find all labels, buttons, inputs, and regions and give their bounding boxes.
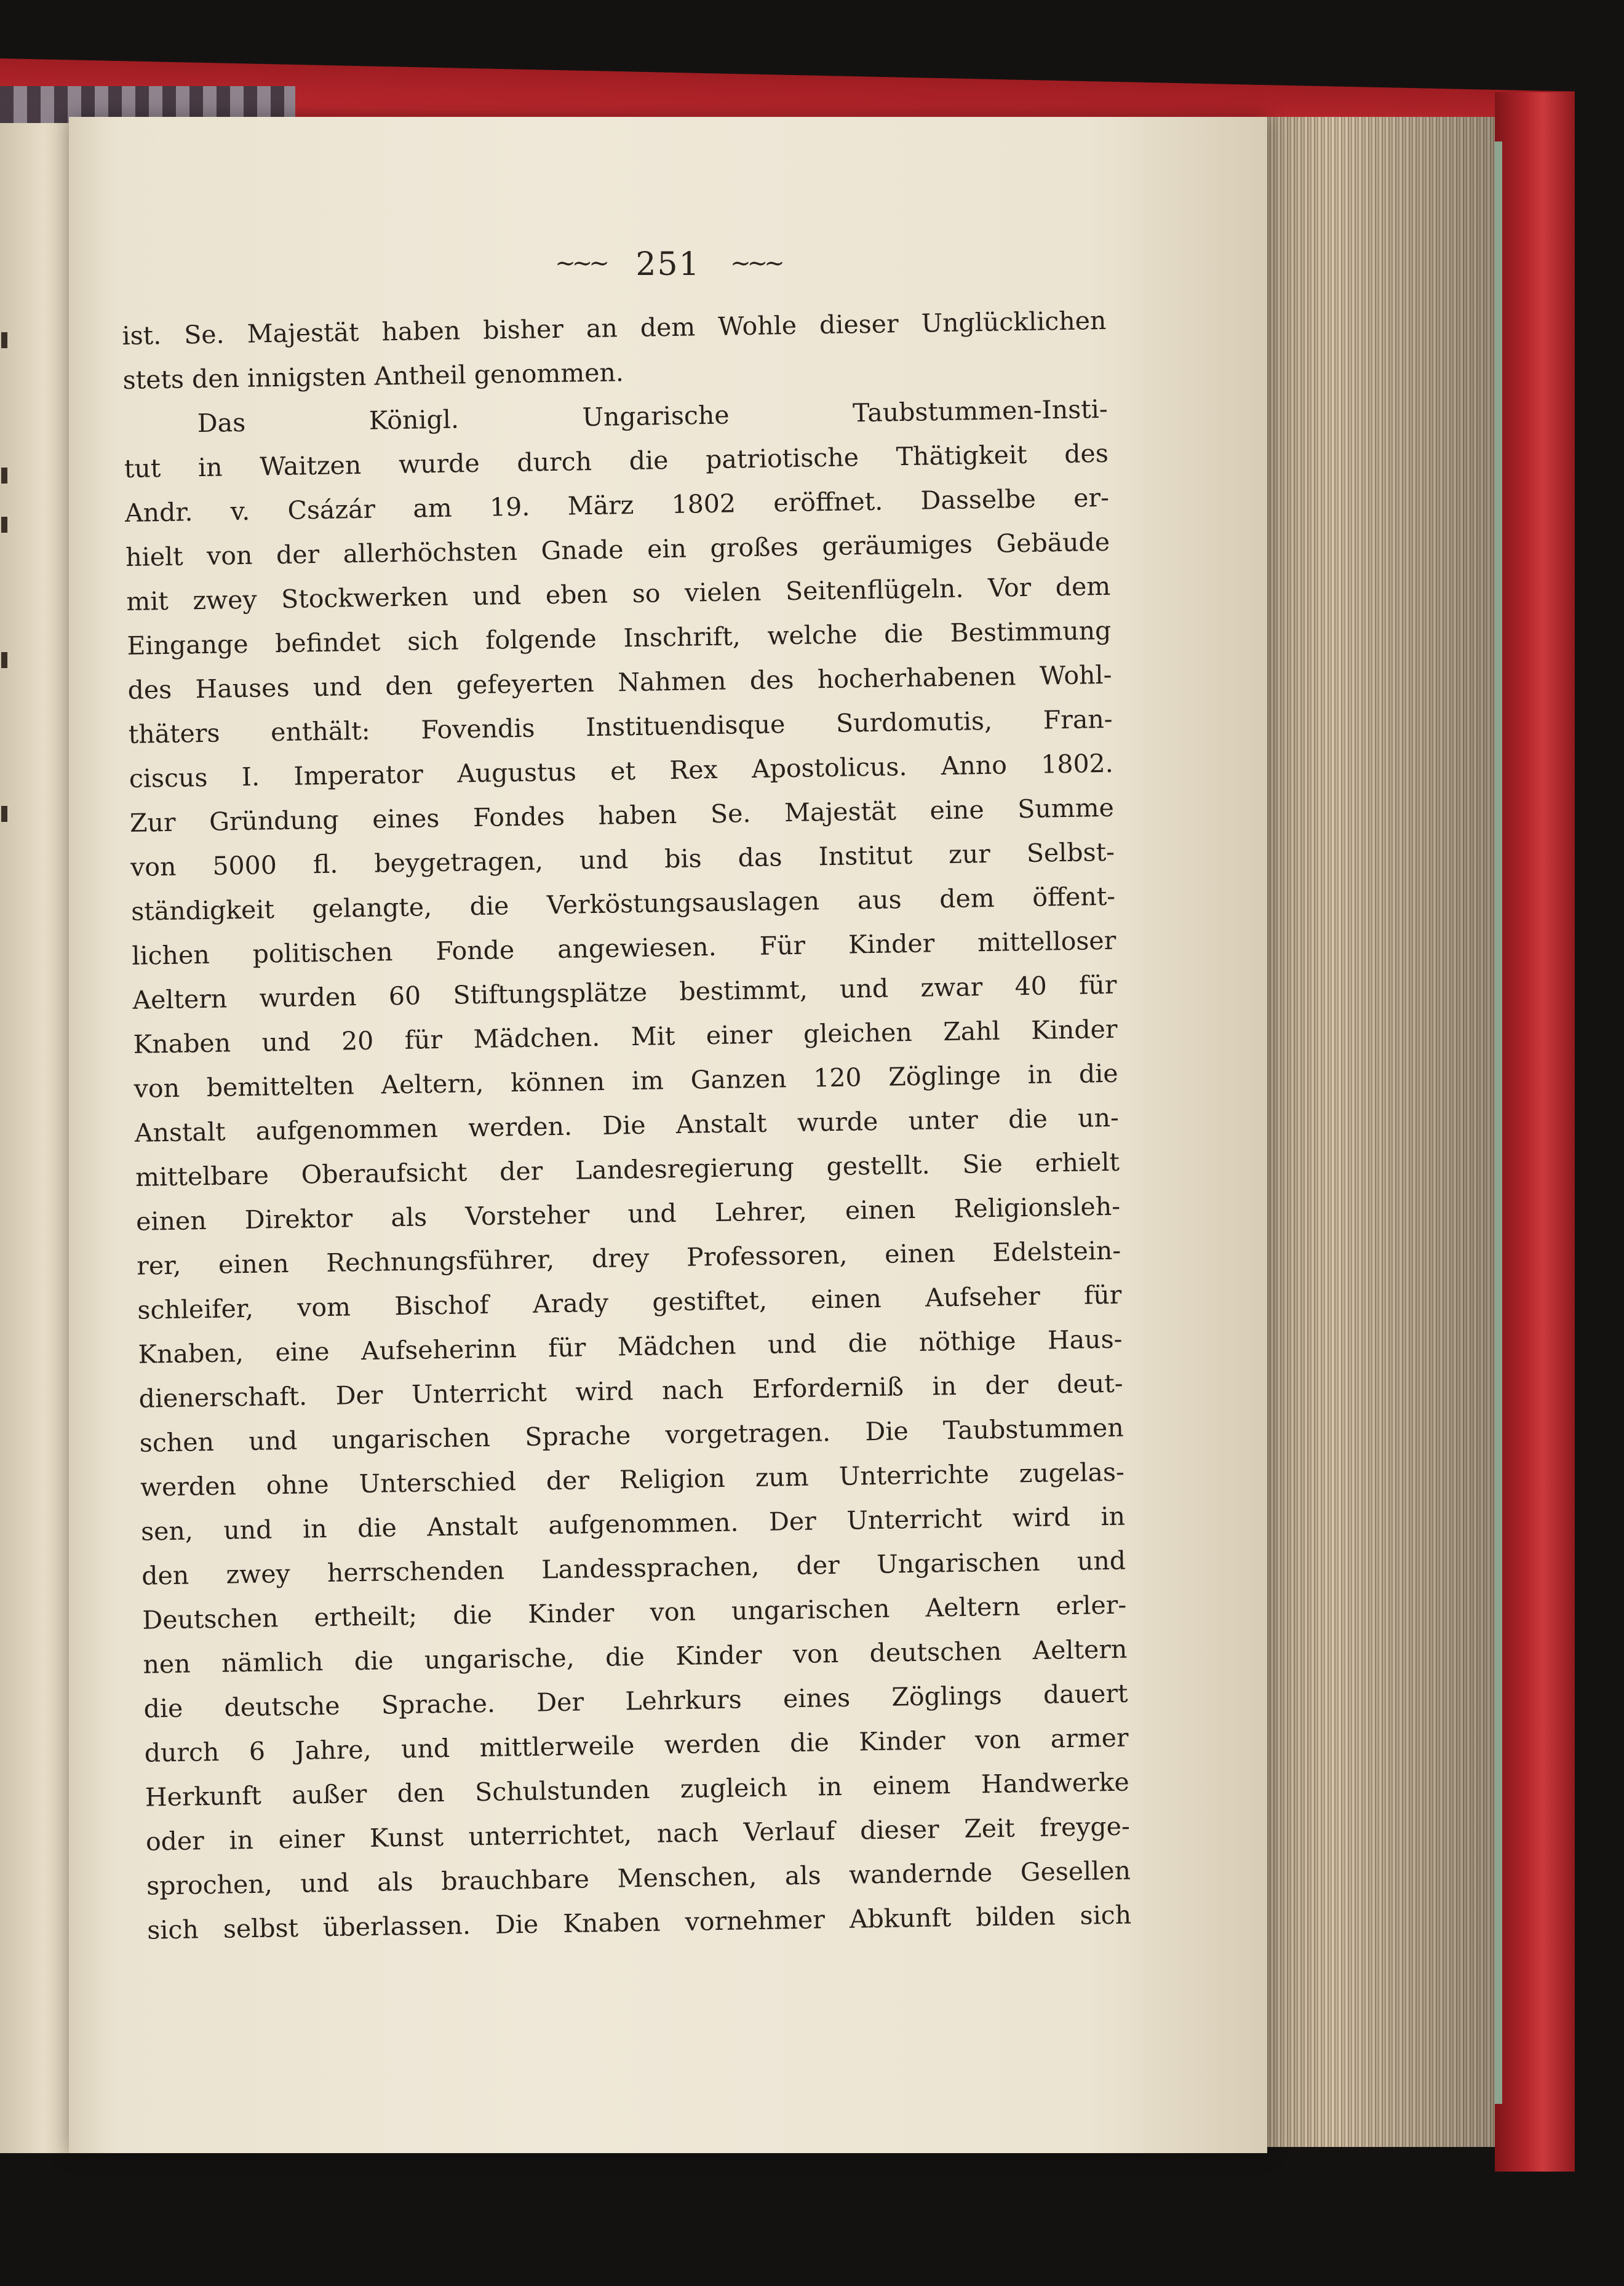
- text-line: Deutschen ertheilt; die Kinder von ungarischen Aeltern erler-: [141, 1590, 1127, 1635]
- facing-page-mark: [1, 806, 7, 822]
- text-line: schen und ungarischen Sprache vorgetragen. Die Taubstummen: [139, 1412, 1124, 1458]
- page-number: 251: [635, 246, 701, 283]
- text-line: Herkunft außer den Schulstunden zugleich in einem Handwerke: [145, 1767, 1130, 1812]
- text-line: hielt von der allerhöchsten Gnade ein großes geräumiges Gebäude: [125, 527, 1110, 572]
- text-line: ständigkeit gelangte, die Verköstungsauslagen aus dem öffent-: [130, 881, 1116, 926]
- text-line: tut in Waitzen wurde durch die patriotische Thätigkeit des: [124, 438, 1109, 484]
- text-line: von bemittelten Aeltern, können im Ganzen 120 Zöglinge in die: [133, 1058, 1118, 1104]
- page-block-shadow: [1261, 117, 1495, 2147]
- body-text: [122, 298, 1132, 1953]
- facing-page-mark: [1, 332, 7, 348]
- text-line: nen nämlich die ungarische, die Kinder von deutschen Aeltern: [143, 1634, 1128, 1679]
- ornament-right: ~~~: [730, 249, 781, 277]
- text-line: sprochen, und als brauchbare Menschen, als wandernde Gesellen: [146, 1855, 1131, 1901]
- text-line: einen Direktor als Vorsteher und Lehrer, einen Religionsleh-: [135, 1191, 1121, 1237]
- facing-page-mark: [1, 468, 7, 484]
- book-page: [69, 117, 1267, 2153]
- ornament-left: ~~~: [555, 249, 606, 277]
- text-line: mittelbare Oberaufsicht der Landesregierung gestellt. Sie erhielt: [135, 1147, 1120, 1192]
- text-line: von 5000 fl. beygetragen, und bis das Institut zur Selbst-: [130, 837, 1115, 882]
- text-line: dienerschaft. Der Unterricht wird nach Erforderniß in der deut-: [138, 1368, 1123, 1414]
- facing-page-edge: [0, 123, 73, 2153]
- facing-page-mark: [1, 517, 7, 533]
- book-cover-right-edge: [1495, 92, 1575, 2172]
- text-line: oder in einer Kunst unterrichtet, nach Verlauf dieser Zeit freyge-: [145, 1811, 1131, 1857]
- text-line: Anstalt aufgenommen werden. Die Anstalt wurde unter die un-: [134, 1102, 1120, 1148]
- text-line: des Hauses und den gefeyerten Nahmen des hocherhabenen Wohl-: [127, 659, 1112, 705]
- text-line: Andr. v. Csázár am 19. März 1802 eröffnet. Dasselbe er-: [124, 482, 1110, 528]
- text-line: stets den innigsten Antheil genommen.: [122, 357, 624, 395]
- text-line: ciscus I. Imperator Augustus et Rex Apostolicus. Anno 1802.: [129, 748, 1114, 794]
- text-line: sich selbst überlassen. Die Knaben vornehmer Abkunft bilden sich: [146, 1900, 1132, 1945]
- text-line: den zwey herrschenden Landessprachen, der Ungarischen und: [141, 1545, 1126, 1591]
- text-line: werden ohne Unterschied der Religion zum Unterrichte zugelas-: [140, 1457, 1125, 1502]
- text-line: Eingange befindet sich folgende Inschrift, welche die Bestimmung: [127, 615, 1112, 661]
- text-line: Zur Gründung eines Fondes haben Se. Majestät eine Summe: [129, 792, 1115, 838]
- facing-page-mark: [1, 652, 7, 668]
- text-line: thäters enthält: Fovendis Instituendisque Surdomutis, Fran-: [128, 704, 1113, 749]
- text-line: mit zwey Stockwerken und eben so vielen Seitenflügeln. Vor dem: [125, 571, 1111, 616]
- text-line: sen, und in die Anstalt aufgenommen. Der Unterricht wird in: [140, 1501, 1126, 1547]
- text-line: durch 6 Jahre, und mittlerweile werden die Kinder von armer: [144, 1722, 1129, 1768]
- text-line: Knaben und 20 für Mädchen. Mit einer gleichen Zahl Kinder: [133, 1014, 1118, 1059]
- text-line: rer, einen Rechnungsführer, drey Professoren, einen Edelstein-: [136, 1235, 1121, 1281]
- text-line: die deutsche Sprache. Der Lehrkurs eines Zöglings dauert: [143, 1678, 1128, 1724]
- text-line: schleifer, vom Bischof Arady gestiftet, einen Aufseher für: [137, 1280, 1122, 1325]
- text-line: ist. Se. Majestät haben bisher an dem Wohle dieser Unglücklichen: [122, 305, 1107, 351]
- text-line: Das Königl. Ungarische Taubstummen-Insti-: [197, 394, 1109, 439]
- text-line: Aeltern wurden 60 Stiftungsplätze bestimmt, und zwar 40 für: [132, 970, 1117, 1015]
- text-line: lichen politischen Fonde angewiesen. Für Kinder mittelloser: [132, 925, 1116, 971]
- text-line: Knaben, eine Aufseherinn für Mädchen und die nöthige Haus-: [138, 1324, 1123, 1369]
- page-header: [69, 246, 1267, 283]
